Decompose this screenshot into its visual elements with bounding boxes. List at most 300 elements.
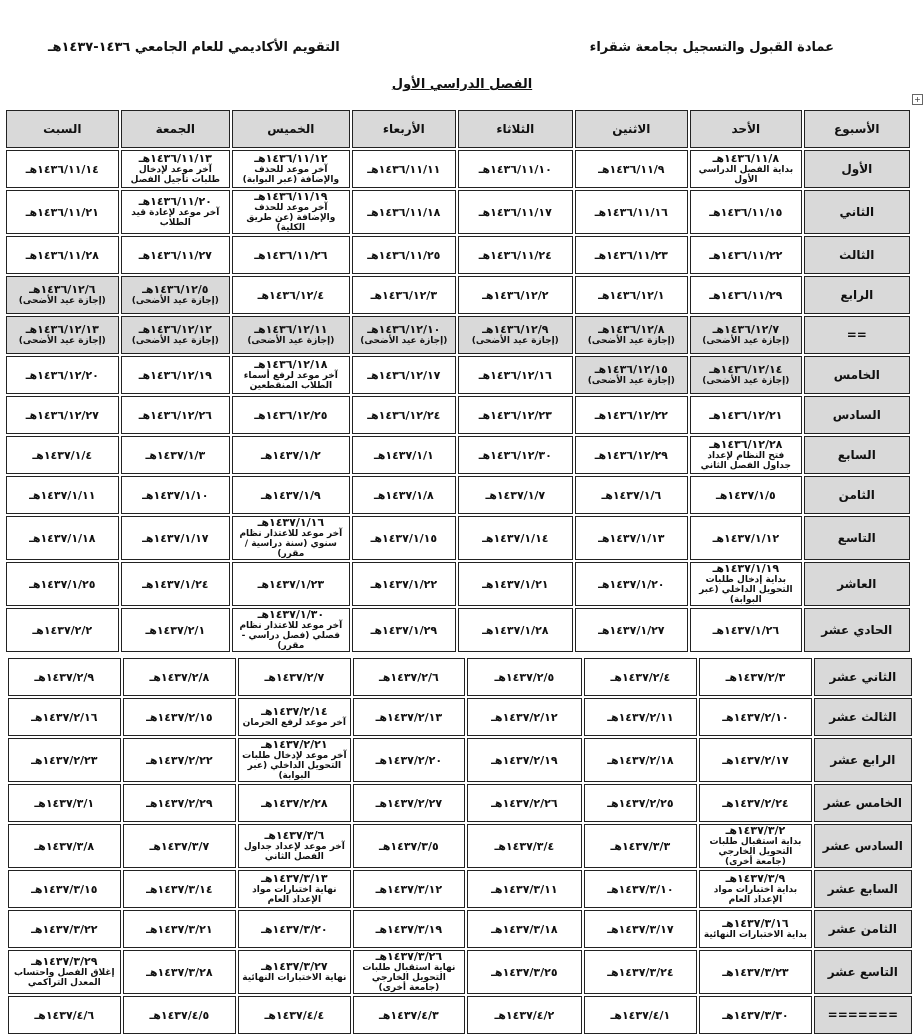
hijri-date: ١٤٣٦/١١/١٦هـ [594, 205, 668, 219]
deanship-name: عمادة القبول والتسجيل بجامعة شقراء [589, 40, 834, 55]
day-cell [232, 236, 350, 274]
hijri-date: ١٤٣٧/٣/١٥هـ [31, 882, 98, 896]
day-cell [8, 870, 121, 908]
week-row [6, 150, 910, 188]
hijri-date: ١٤٣٧/٢/١٤هـ [261, 705, 328, 718]
hijri-date: ١٤٣٧/٢/٧هـ [264, 670, 325, 684]
hijri-date: ١٤٣٧/٣/٢هـ [725, 824, 786, 837]
day-cell [238, 824, 351, 868]
day-cell [123, 824, 237, 868]
day-cell [575, 476, 689, 514]
hijri-date: ١٤٣٦/١٢/١٢هـ [138, 323, 212, 336]
day-cell [121, 396, 230, 434]
day-cell [121, 276, 230, 314]
hijri-date: ١٤٣٦/١٢/٦هـ [29, 283, 96, 296]
hijri-date: ١٤٣٦/١٢/٢٣هـ [478, 408, 552, 422]
day-cell [584, 784, 698, 822]
day-cell [121, 356, 230, 394]
hijri-date: ١٤٣٧/١/١٢هـ [712, 531, 780, 545]
day-cell [690, 190, 802, 234]
hijri-date: ١٤٣٦/١١/٢٤هـ [478, 248, 552, 262]
day-cell [458, 562, 573, 606]
event-note: آخر موعد لإدخال طلبات التحويل الداخلي (عبر البوابة) [242, 751, 347, 781]
event-note: بداية اختبارات مواد الإعداد العام [713, 885, 798, 905]
event-note: آخر موعد للاعتذار نظام فصلي (فصل دراسي - مقرر) [239, 621, 343, 651]
hijri-date: ١٤٣٧/٤/٢هـ [494, 1008, 555, 1022]
hijri-date: ١٤٣٧/٣/٢٣هـ [722, 965, 789, 979]
hijri-date: ١٤٣٧/٣/٣٠هـ [722, 1008, 789, 1022]
hijri-date: ١٤٣٧/١/١٠هـ [142, 488, 209, 502]
day-cell [584, 824, 698, 868]
day-cell [353, 910, 466, 948]
hijri-date: ١٤٣٧/٢/٢٨هـ [261, 796, 328, 810]
day-cell [467, 950, 582, 994]
week-row [8, 658, 912, 696]
week-label: الخامس عشر [814, 784, 912, 822]
hijri-date: ١٤٣٧/١/٣٠هـ [257, 608, 325, 621]
hijri-date: ١٤٣٦/١٢/٥هـ [142, 283, 209, 296]
day-cell [121, 190, 230, 234]
week-label: الثاني عشر [814, 658, 912, 696]
hijri-date: ١٤٣٧/٢/٢هـ [32, 623, 93, 637]
hijri-date: ١٤٣٦/١٢/١١هـ [254, 323, 328, 336]
week-label: السادس عشر [814, 824, 912, 868]
hijri-date: ١٤٣٦/١١/٢٣هـ [594, 248, 668, 262]
hijri-date: ١٤٣٦/١٢/١٣هـ [25, 323, 99, 336]
hijri-date: ١٤٣٧/٢/١٨هـ [607, 753, 674, 767]
event-note: (إجازة عيد الأضحى) [131, 336, 219, 346]
event-note: بداية الفصل الدراسي الأول [698, 165, 794, 185]
day-cell [121, 236, 230, 274]
day-cell [690, 516, 802, 560]
week-row [6, 190, 910, 234]
hijri-date: ١٤٣٦/١٢/١٤هـ [709, 363, 783, 376]
day-cell [352, 150, 456, 188]
week-row [6, 236, 910, 274]
day-cell [6, 396, 119, 434]
hijri-date: ١٤٣٧/١/٥هـ [715, 488, 776, 502]
event-note: آخر موعد لإعادة قيد الطلاب [131, 208, 220, 228]
hijri-date: ١٤٣٧/١/٧هـ [485, 488, 546, 502]
hijri-date: ١٤٣٧/٢/٥هـ [494, 670, 555, 684]
hijri-date: ١٤٣٧/٣/٩هـ [725, 872, 786, 885]
hijri-date: ١٤٣٦/١٢/٨هـ [598, 323, 665, 336]
day-cell [353, 698, 466, 736]
semester-title: الفصل الدراسي الأول [391, 77, 533, 92]
week-row [6, 562, 910, 606]
day-cell [458, 476, 573, 514]
hijri-date: ١٤٣٧/١/٢٢هـ [370, 577, 438, 591]
week-row [6, 356, 910, 394]
hijri-date: ١٤٣٧/٢/٢٤هـ [722, 796, 789, 810]
hijri-date: ١٤٣٧/١/٦هـ [601, 488, 662, 502]
day-cell [121, 608, 230, 652]
hijri-date: ١٤٣٦/١٢/٢هـ [482, 288, 549, 302]
week-row [6, 276, 910, 314]
week-row [6, 436, 910, 474]
hijri-date: ١٤٣٧/٢/٢٩هـ [146, 796, 213, 810]
hijri-date: ١٤٣٦/١١/١٣هـ [138, 152, 212, 165]
hijri-date: ١٤٣٧/٢/٢٦هـ [491, 796, 558, 810]
day-cell [353, 824, 466, 868]
hijri-date: ١٤٣٧/٣/٢٢هـ [31, 922, 98, 936]
day-cell [232, 190, 350, 234]
hijri-date: ١٤٣٧/٢/١٦هـ [31, 710, 98, 724]
day-cell [352, 396, 456, 434]
day-column-header: الأربعاء [352, 110, 456, 148]
week-row [8, 910, 912, 948]
day-cell [575, 436, 689, 474]
day-cell [8, 658, 121, 696]
hijri-date: ١٤٣٧/٢/١٠هـ [722, 710, 789, 724]
week-label: الرابع [804, 276, 910, 314]
hijri-date: ١٤٣٧/٢/١٧هـ [722, 753, 789, 767]
week-row [8, 824, 912, 868]
day-cell [232, 316, 350, 354]
week-row [8, 738, 912, 782]
event-note: (إجازة عيد الأضحى) [702, 376, 790, 386]
hijri-date: ١٤٣٧/٤/٥هـ [149, 1008, 210, 1022]
day-cell [467, 738, 582, 782]
week-row [6, 516, 910, 560]
day-cell [690, 236, 802, 274]
day-cell [353, 950, 466, 994]
hijri-date: ١٤٣٧/٣/٢١هـ [146, 922, 213, 936]
hijri-date: ١٤٣٧/٣/١٨هـ [491, 922, 558, 936]
event-note: فتح النظام لإعداد جداول الفصل الثاني [700, 451, 791, 471]
week-label: الثامن عشر [814, 910, 912, 948]
hijri-date: ١٤٣٧/٢/٢٣هـ [31, 753, 98, 767]
hijri-date: ١٤٣٧/٢/٣هـ [725, 670, 786, 684]
day-cell [352, 436, 456, 474]
day-cell [6, 516, 119, 560]
day-cell [352, 316, 456, 354]
event-note: (إجازة عيد الأضحى) [18, 296, 106, 306]
event-note: (إجازة عيد الأضحى) [18, 336, 106, 346]
day-cell [123, 950, 237, 994]
day-cell [467, 910, 582, 948]
day-cell [6, 236, 119, 274]
week-row [8, 698, 912, 736]
day-cell [232, 562, 350, 606]
day-cell [121, 476, 230, 514]
hijri-date: ١٤٣٧/١/١٧هـ [142, 531, 209, 545]
hijri-date: ١٤٣٧/١/١٣هـ [598, 531, 665, 545]
week-label: الثاني [804, 190, 910, 234]
day-cell [238, 784, 351, 822]
event-note: آخر موعد لرفع أسماء الطلاب المنقطعين [243, 371, 338, 391]
event-note: (إجازة عيد الأضحى) [247, 336, 335, 346]
hijri-date: ١٤٣٧/٢/٩هـ [34, 670, 95, 684]
event-note: نهاية استقبال طلبات التحويل الخارجي (جامعة أخرى) [362, 963, 456, 993]
hijri-date: ١٤٣٧/٣/٢٦هـ [375, 950, 443, 963]
day-cell [6, 356, 119, 394]
day-cell [353, 870, 466, 908]
day-cell [8, 784, 121, 822]
hijri-date: ١٤٣٧/٣/٢٨هـ [146, 965, 213, 979]
week-row [8, 870, 912, 908]
week-row [8, 996, 912, 1034]
hijri-date: ١٤٣٧/٤/٦هـ [34, 1008, 95, 1022]
event-note: بداية استقبال طلبات التحويل الخارجي (جامعة أخرى) [709, 837, 802, 867]
day-cell [123, 910, 237, 948]
day-cell [232, 436, 350, 474]
hijri-date: ١٤٣٧/١/٢٤هـ [142, 577, 209, 591]
day-column-header: الثلاثاء [458, 110, 573, 148]
hijri-date: ١٤٣٦/١٢/٩هـ [482, 323, 549, 336]
hijri-date: ١٤٣٧/٢/٦هـ [379, 670, 439, 684]
day-cell [584, 698, 698, 736]
hijri-date: ١٤٣٦/١٢/٢٧هـ [25, 408, 99, 422]
hijri-date: ١٤٣٦/١٢/٣هـ [370, 288, 438, 302]
day-cell [584, 950, 698, 994]
event-note: (إجازة عيد الأضحى) [360, 336, 448, 346]
day-cell [352, 276, 456, 314]
hijri-date: ١٤٣٧/١/١٥هـ [370, 531, 438, 545]
hijri-date: ١٤٣٧/١/٣هـ [145, 448, 206, 462]
header-row [6, 110, 910, 148]
day-cell [699, 698, 812, 736]
event-note: آخر موعد للحذف والإضافة (عبر البوابة) [242, 165, 340, 185]
hijri-date: ١٤٣٦/١١/٢٧هـ [138, 248, 212, 262]
hijri-date: ١٤٣٧/٤/١هـ [610, 1008, 671, 1022]
hijri-date: ١٤٣٦/١٢/٢٨هـ [709, 438, 783, 451]
event-note: نهاية اختبارات مواد الإعداد العام [252, 885, 337, 905]
day-cell [232, 608, 350, 652]
hijri-date: ١٤٣٧/٣/١٧هـ [607, 922, 674, 936]
day-cell [352, 356, 456, 394]
hijri-date: ١٤٣٦/١٢/١٧هـ [367, 368, 441, 382]
day-cell [575, 190, 689, 234]
hijri-date: ١٤٣٦/١١/١٥هـ [709, 205, 783, 219]
hijri-date: ١٤٣٦/١٢/١٠هـ [367, 323, 441, 336]
calendar-title: التقويم الأكاديمي للعام الجامعي ١٤٣٦-١٤٣٧هـ [48, 40, 340, 55]
day-cell [467, 824, 582, 868]
hijri-date: ١٤٣٧/٢/٢٥هـ [607, 796, 674, 810]
day-column-header: الجمعة [121, 110, 230, 148]
hijri-date: ١٤٣٧/٣/٢٧هـ [261, 960, 328, 973]
hijri-date: ١٤٣٧/١/٢٦هـ [712, 623, 780, 637]
hijri-date: ١٤٣٧/٣/١٢هـ [375, 882, 443, 896]
day-cell [123, 698, 237, 736]
hijri-date: ١٤٣٦/١١/٢٨هـ [25, 248, 99, 262]
hijri-date: ١٤٣٧/١/٢٨هـ [482, 623, 549, 637]
hijri-date: ١٤٣٧/١/٢١هـ [482, 577, 549, 591]
hijri-date: ١٤٣٧/٣/١٩هـ [375, 922, 443, 936]
day-cell [467, 784, 582, 822]
calendar-table-part-2 [6, 656, 914, 1036]
hijri-date: ١٤٣٧/١/١هـ [373, 448, 434, 462]
day-cell [584, 658, 698, 696]
hijri-date: ١٤٣٧/٣/١٣هـ [261, 872, 328, 885]
hijri-date: ١٤٣٧/٢/١١هـ [607, 710, 674, 724]
hijri-date: ١٤٣٧/٣/٢٠هـ [261, 922, 328, 936]
day-cell [353, 996, 466, 1034]
event-note: (إجازة عيد الأضحى) [471, 336, 559, 346]
day-cell [467, 996, 582, 1034]
day-cell [467, 658, 582, 696]
day-cell [575, 150, 689, 188]
day-cell [6, 562, 119, 606]
hijri-date: ١٤٣٦/١١/١٨هـ [367, 205, 441, 219]
hijri-date: ١٤٣٧/٢/٨هـ [149, 670, 210, 684]
hijri-date: ١٤٣٧/٣/١٠هـ [607, 882, 674, 896]
week-label: == [804, 316, 910, 354]
day-cell [352, 608, 456, 652]
week-label: الخامس [804, 356, 910, 394]
day-cell [353, 784, 466, 822]
day-cell [699, 784, 812, 822]
day-cell [690, 608, 802, 652]
hijri-date: ١٤٣٧/٣/٢٤هـ [607, 965, 674, 979]
hijri-date: ١٤٣٦/١١/٩هـ [598, 162, 665, 176]
day-cell [352, 476, 456, 514]
week-label: الثالث عشر [814, 698, 912, 736]
day-cell [123, 784, 237, 822]
day-cell [232, 396, 350, 434]
day-cell [238, 738, 351, 782]
hijri-date: ١٤٣٧/٣/٢٥هـ [491, 965, 558, 979]
hijri-date: ١٤٣٧/١/٢٥هـ [29, 577, 96, 591]
hijri-date: ١٤٣٦/١١/٢٠هـ [138, 195, 212, 208]
hijri-date: ١٤٣٦/١٢/١٨هـ [254, 358, 328, 371]
hijri-date: ١٤٣٧/٢/٢٠هـ [375, 753, 443, 767]
hijri-date: ١٤٣٦/١١/٢١هـ [25, 205, 99, 219]
hijri-date: ١٤٣٧/١/٢هـ [260, 448, 321, 462]
hijri-date: ١٤٣٧/١/٨هـ [373, 488, 434, 502]
day-cell [458, 150, 573, 188]
event-note: (إجازة عيد الأضحى) [587, 376, 675, 386]
hijri-date: ١٤٣٦/١٢/٢٩هـ [594, 448, 668, 462]
hijri-date: ١٤٣٦/١١/١٩هـ [254, 190, 328, 203]
day-cell [238, 950, 351, 994]
hijri-date: ١٤٣٧/٢/٢٢هـ [146, 753, 213, 767]
day-cell [352, 236, 456, 274]
week-row [6, 396, 910, 434]
day-column-header: الأحد [690, 110, 802, 148]
day-cell [699, 950, 812, 994]
hijri-date: ١٤٣٧/١/١٦هـ [257, 516, 325, 529]
week-label: السابع [804, 436, 910, 474]
hijri-date: ١٤٣٧/٢/١هـ [145, 623, 206, 637]
day-cell [458, 436, 573, 474]
day-cell [575, 562, 689, 606]
hijri-date: ١٤٣٦/١١/١٤هـ [25, 162, 99, 176]
hijri-date: ١٤٣٧/٢/٢٧هـ [375, 796, 443, 810]
week-row [8, 950, 912, 994]
hijri-date: ١٤٣٦/١٢/٢٠هـ [25, 368, 99, 382]
hijri-date: ١٤٣٦/١٢/١هـ [598, 288, 665, 302]
day-cell [232, 276, 350, 314]
day-cell [575, 396, 689, 434]
hijri-date: ١٤٣٦/١١/٢٥هـ [367, 248, 441, 262]
hijri-date: ١٤٣٦/١٢/١٩هـ [138, 368, 212, 382]
day-cell [699, 870, 812, 908]
week-label: التاسع عشر [814, 950, 912, 994]
day-cell [458, 356, 573, 394]
hijri-date: ١٤٣٧/٣/٢٩هـ [31, 955, 98, 968]
hijri-date: ١٤٣٦/١١/١٠هـ [478, 162, 552, 176]
document-header [0, 38, 924, 62]
week-label: التاسع [804, 516, 910, 560]
week-label: الأول [804, 150, 910, 188]
day-cell [8, 738, 121, 782]
hijri-date: ١٤٣٦/١٢/٢٤هـ [367, 408, 441, 422]
day-cell [353, 738, 466, 782]
day-cell [8, 910, 121, 948]
day-cell [123, 658, 237, 696]
hijri-date: ١٤٣٧/١/٢٧هـ [598, 623, 665, 637]
day-cell [238, 698, 351, 736]
hijri-date: ١٤٣٦/١١/١١هـ [367, 162, 441, 176]
day-cell [6, 476, 119, 514]
event-note: نهاية الاختبارات النهائية [242, 973, 347, 983]
week-label: الثالث [804, 236, 910, 274]
event-note: بداية الاختبارات النهائية [703, 930, 807, 940]
day-cell [690, 562, 802, 606]
day-cell [238, 870, 351, 908]
hijri-date: ١٤٣٦/١١/٢٢هـ [709, 248, 783, 262]
day-cell [232, 516, 350, 560]
day-cell [584, 870, 698, 908]
hijri-date: ١٤٣٧/٣/٦هـ [264, 829, 325, 842]
event-note: آخر موعد لإدخال طلبات تأجيل الفصل [130, 165, 220, 185]
week-column-header: الأسبوع [804, 110, 910, 148]
day-cell [584, 910, 698, 948]
hijri-date: ١٤٣٧/٢/٢١هـ [261, 738, 328, 751]
hijri-date: ١٤٣٦/١١/١٧هـ [478, 205, 552, 219]
day-cell [6, 316, 119, 354]
week-label: الرابع عشر [814, 738, 912, 782]
day-cell [584, 996, 698, 1034]
event-note: آخر موعد لإعداد جداول الفصل الثاني [243, 842, 345, 862]
day-cell [458, 516, 573, 560]
day-cell [6, 436, 119, 474]
day-column-header: الخميس [232, 110, 350, 148]
hijri-date: ١٤٣٧/١/٢٣هـ [257, 577, 325, 591]
week-label: الحادي عشر [804, 608, 910, 652]
hijri-date: ١٤٣٧/٢/١٥هـ [146, 710, 213, 724]
day-cell [575, 356, 689, 394]
day-cell [575, 316, 689, 354]
day-cell [458, 316, 573, 354]
hijri-date: ١٤٣٧/١/٢٠هـ [598, 577, 665, 591]
hijri-date: ١٤٣٧/١/٤هـ [32, 448, 93, 462]
day-cell [6, 608, 119, 652]
day-cell [699, 910, 812, 948]
event-note: (إجازة عيد الأضحى) [587, 336, 675, 346]
hijri-date: ١٤٣٦/١٢/٢٦هـ [138, 408, 212, 422]
day-cell [458, 276, 573, 314]
day-cell [690, 276, 802, 314]
day-cell [690, 316, 802, 354]
day-cell [123, 738, 237, 782]
day-cell [123, 870, 237, 908]
day-cell [575, 608, 689, 652]
hijri-date: ١٤٣٦/١٢/٢٥هـ [254, 408, 328, 422]
event-note: (إجازة عيد الأضحى) [131, 296, 219, 306]
day-cell [8, 996, 121, 1034]
day-cell [575, 276, 689, 314]
day-cell [575, 236, 689, 274]
day-cell [458, 190, 573, 234]
day-cell [352, 190, 456, 234]
day-column-header: الاثنين [575, 110, 689, 148]
table-move-handle-icon[interactable]: + [912, 94, 923, 105]
hijri-date: ١٤٣٧/٣/١هـ [34, 796, 95, 810]
event-note: آخر موعد للاعتذار نظام سنوي (سنة دراسية / مقرر) [239, 529, 343, 559]
day-cell [232, 356, 350, 394]
